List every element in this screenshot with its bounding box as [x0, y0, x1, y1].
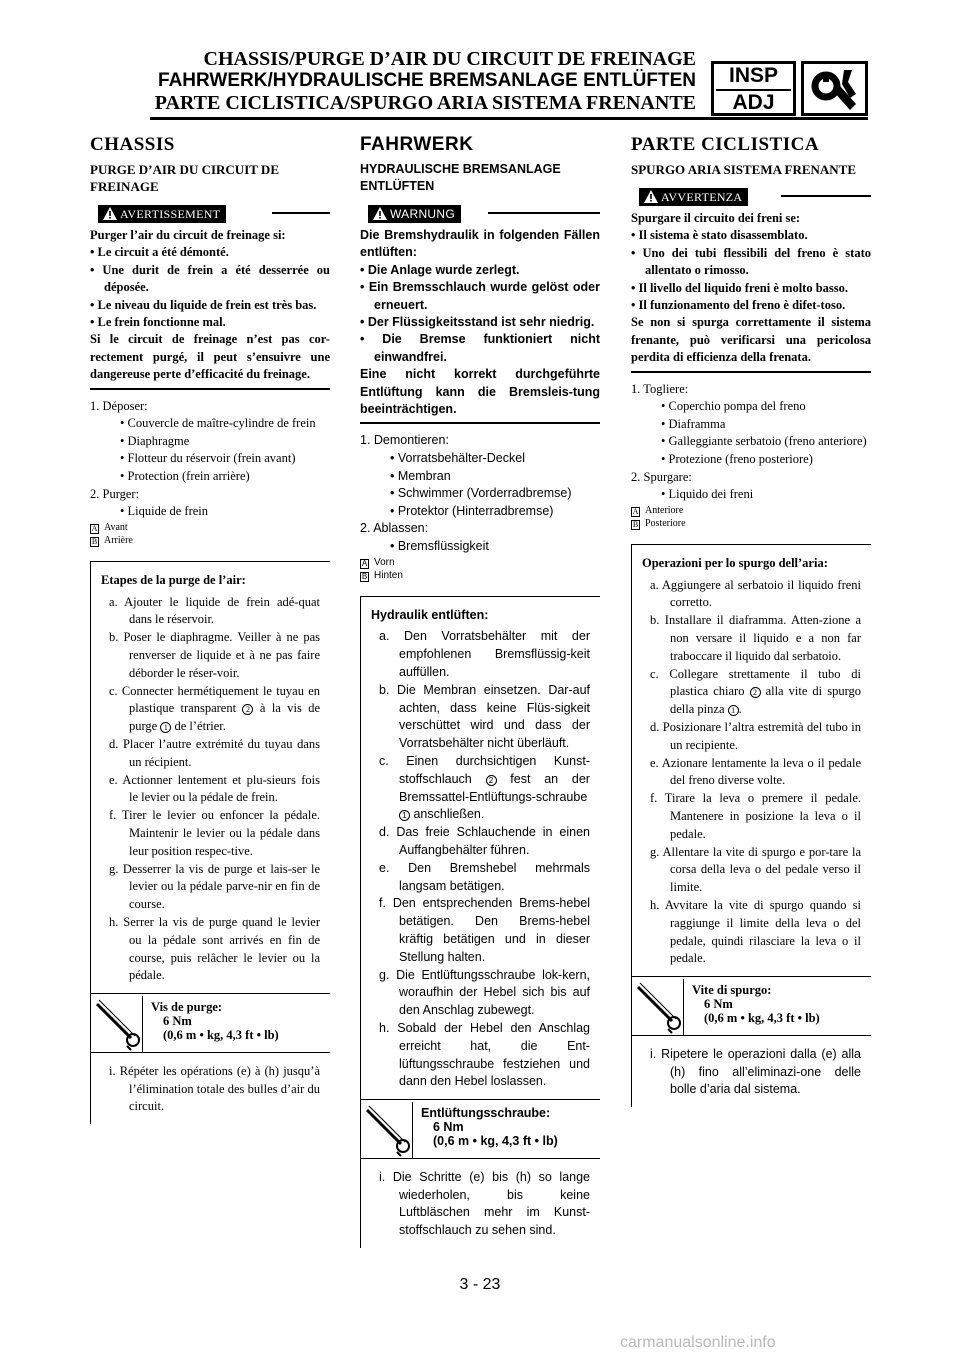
- step-item: • Vorratsbehälter-Deckel: [390, 451, 525, 466]
- box-step-g: g. Allentare la vite di spurgo e por-tare la corsa della leva o del pedale verso il limite.: [650, 844, 861, 895]
- legend-a: A Avant: [91, 521, 128, 533]
- box-step-c: c. Connecter hermétiquement le tuyau en plastique transparent 2 à la vis de purge 1 de l’étrier.: [109, 683, 321, 734]
- bleeding-procedure-box: [631, 544, 871, 1107]
- step-item: • Coperchio pompa del freno: [661, 399, 806, 414]
- warning-bullet: • Der Flüssigkeitsstand ist sehr niedrig.: [360, 315, 595, 330]
- section-subtitle: SPURGO ARIA SISTEMA FRENANTE: [631, 162, 857, 177]
- callout-1: 1: [728, 705, 739, 716]
- warning-text: [90, 227, 330, 384]
- warning-bullet: • Il sistema è stato disassemblato.: [631, 228, 808, 243]
- torque-value: 6 Nm: [433, 1120, 464, 1135]
- warning-triangle-icon: [373, 207, 387, 220]
- box-step-e: e. Actionner lentement et plu-sieurs fois le levier ou la pédale de frein.: [109, 772, 320, 805]
- torque-conversion: (0,6 m • kg, 4,3 ft • lb): [433, 1134, 558, 1149]
- header-title-it: PARTE CICLISTICA/SPURGO ARIA SISTEMA FRENANTE: [154, 92, 696, 114]
- step-item: • Liquido dei freni: [661, 487, 754, 502]
- box-final-step: [361, 1159, 600, 1247]
- callout-2: 2: [486, 775, 497, 786]
- warning-text: [360, 227, 600, 418]
- box-step-g: g. Die Entlüftungsschraube lok-kern, woraufhin der Hebel sich bis auf den Anschlag zubewegt.: [379, 967, 590, 1018]
- box-step-c: c. Einen durchsichtigen Kunst-stoffschlauch 2 fest an der Bremssattel-Entlüftungs-schraube 1 anschließen.: [379, 754, 590, 822]
- box-title: Hydraulik entlüften:: [371, 607, 489, 622]
- legend-b: B Hinten: [361, 569, 403, 581]
- legend-b: B Posteriore: [632, 517, 686, 529]
- box-step-b: b. Poser le diaphragme. Veiller à ne pas renverser de liquide et à ne pas faire déborder le réser-voir.: [109, 630, 320, 680]
- warning-triangle-icon: [644, 190, 658, 203]
- torque-label: Vite di spurgo:: [692, 983, 772, 998]
- box-step-a: a. Aggiungere al serbatoio il liquido freni corretto.: [650, 577, 861, 610]
- page-number: 3 - 23: [459, 1276, 501, 1293]
- section-subtitle: PURGE D’AIR DU CIRCUIT DE FREINAGE: [90, 162, 279, 194]
- warning-end-rule: [360, 422, 600, 424]
- legend: [360, 556, 600, 582]
- torque-wrench-icon: [91, 996, 143, 1052]
- column-german: [360, 128, 600, 1248]
- procedure-steps: [631, 381, 871, 504]
- bleeding-procedure-box: [360, 596, 600, 1248]
- warning-label: AVERTISSEMENT: [120, 207, 221, 221]
- callout-2: 2: [750, 687, 761, 698]
- box-final-step: [91, 1053, 330, 1124]
- torque-conversion: (0,6 m • kg, 4,3 ft • lb): [704, 1011, 820, 1026]
- procedure-steps: [360, 432, 600, 555]
- warning-label: AVVERTENZA: [661, 190, 743, 204]
- insp-adj-badge: [711, 61, 796, 116]
- badge-insp: INSP: [728, 64, 778, 87]
- key-a: A: [361, 558, 368, 568]
- torque-value: 6 Nm: [704, 997, 733, 1012]
- header-title-de: FAHRWERK/HYDRAULISCHE BREMSANLAGE ENTLÜFTEN: [158, 70, 696, 91]
- step-item: • Galleggiante serbatoio (freno anteriore): [661, 434, 867, 449]
- key-a: A: [91, 523, 98, 533]
- header-rule: [150, 117, 868, 120]
- column-italian: [631, 128, 871, 1107]
- box-step-d: d. Posizionare l’altra estremità del tubo in un recipiente.: [650, 719, 861, 752]
- torque-text: [151, 1000, 279, 1042]
- warning-bullet: • Il livello del liquido freni è molto basso.: [631, 280, 849, 295]
- step-item: • Protezione (freno posteriore): [661, 452, 813, 467]
- warning-rule: [272, 212, 330, 214]
- wrench-tools-icon: [801, 61, 868, 116]
- step-1: 1. Déposer:: [90, 398, 148, 413]
- step-item: • Flotteur du réservoir (frein avant): [120, 451, 296, 466]
- callout-1: 1: [399, 810, 410, 821]
- bleeding-steps: [91, 562, 330, 993]
- torque-spec: [361, 1099, 600, 1159]
- torque-value: 6 Nm: [163, 1014, 192, 1029]
- box-step-d: d. Placer l’autre extrémité du tuyau dans un récipient.: [109, 736, 320, 769]
- section-title: PARTE CICLISTICA: [631, 134, 820, 155]
- step-item: • Schwimmer (Vorderradbremse): [390, 486, 572, 501]
- callout-2: 2: [242, 704, 253, 715]
- warning-badge: [98, 205, 226, 223]
- box-step-h: h. Sobald der Hebel den Anschlag erreicht hat, die Ent-lüftungsschraube festziehen und dann den Hebel loslassen.: [379, 1020, 590, 1089]
- box-step-i: i. Ripetere le operazioni dalla (e) alla (h) fino all’eliminazi-one delle bolle d’aria dal sistema.: [650, 1047, 861, 1097]
- warning-text: [631, 210, 871, 367]
- box-step-f: f. Tirare la leva o premere il pedale. Mantenere in posizione la leva o il pedale.: [650, 791, 861, 841]
- box-step-i: i. Die Schritte (e) bis (h) so lange wiederholen, bis keine Luftbläschen mehr im Kunst-stoffschlauch zu sehen sind.: [379, 1170, 590, 1237]
- warning-bullet: • Le niveau du liquide de frein est très bas.: [90, 297, 317, 312]
- warning-end-rule: [631, 371, 871, 373]
- step-2: 2. Ablassen:: [360, 521, 429, 536]
- step-item: • Membran: [390, 468, 451, 483]
- box-step-d: d. Das freie Schlauchende in einen Auffangbehälter führen.: [379, 825, 590, 857]
- key-a: A: [632, 506, 639, 516]
- warning-consequence: Se non si spurga correttamente il sistema frenante, può verificarsi una pericolosa perdita di efficienza della frenata.: [631, 315, 871, 365]
- key-b: B: [91, 536, 98, 546]
- warning-intro: Spurgare il circuito dei freni se:: [631, 211, 801, 225]
- warning-header: [631, 186, 871, 208]
- step-item: • Liquide de frein: [120, 504, 209, 519]
- box-step-a: a. Den Vorratsbehälter mit der empfohlenen Bremsflüssig-keit auffüllen.: [379, 629, 590, 680]
- warning-bullet: • Le circuit a été démonté.: [90, 245, 229, 260]
- box-step-c: c. Collegare strettamente il tubo di plastica chiaro 2 alla vite di spurgo della pinza 1 .: [650, 666, 862, 717]
- torque-label: Vis de purge:: [151, 1000, 223, 1015]
- step-item: • Protektor (Hinterradbremse): [390, 503, 554, 518]
- box-step-h: h. Avvitare la vite di spurgo quando si raggiunge il limite della leva o del pedale, quindi rilasciare la leva o il pedale.: [650, 897, 861, 966]
- key-b: B: [361, 571, 368, 581]
- box-step-b: b. Installare il diaframma. Atten-zione a non versare il liquido e a non far traboccare il liquido dal serbatoio.: [650, 613, 861, 663]
- procedure-steps: [90, 398, 330, 521]
- torque-wrench-icon: [361, 1102, 413, 1158]
- column-french: [90, 128, 330, 1124]
- watermark: carmanualsonline.info: [620, 1334, 776, 1351]
- step-item: • Bremsflüssigkeit: [390, 539, 489, 554]
- torque-conversion: (0,6 m • kg, 4,3 ft • lb): [163, 1028, 279, 1043]
- legend-a: A Anteriore: [632, 504, 684, 516]
- header-title-fr: CHASSIS/PURGE D’AIR DU CIRCUIT DE FREINAGE: [203, 48, 696, 70]
- torque-spec: [632, 976, 871, 1036]
- box-step-g: g. Desserrer la vis de purge et lais-ser le levier ou la pédale parve-nir en fin de course.: [109, 861, 320, 912]
- torque-spec: [91, 993, 330, 1053]
- badge-adj: ADJ: [732, 91, 775, 114]
- box-step-h: h. Serrer la vis de purge quand le levier ou la pédale sont arrivés en fin de course, puis relâcher le levier ou la pédale.: [109, 914, 320, 983]
- step-item: • Diaframma: [661, 416, 726, 431]
- warning-bullet: • Ein Bremsschlauch wurde gelöst oder erneuert.: [360, 280, 600, 312]
- bleeding-procedure-box: [90, 561, 330, 1124]
- warning-bullet: • Uno dei tubi flessibili del freno è stato allentato o rimosso.: [631, 245, 871, 278]
- warning-header: [90, 203, 330, 225]
- legend: [90, 521, 330, 547]
- box-step-f: f. Den entsprechenden Brems-hebel betätigen. Den Brems-hebel kräftig betätigen und in dieser Stellung halten.: [379, 896, 590, 964]
- torque-text: [421, 1106, 558, 1148]
- warning-consequence: Si le circuit de freinage n’est pas cor-rectement purgé, il peut s’ensuivre une dangereuse perte d’efficacité du freinage.: [90, 332, 330, 382]
- warning-end-rule: [90, 388, 330, 390]
- box-step-f: f. Tirer le levier ou enfoncer la pédale. Maintenir le levier ou la pédale dans leur position respec-tive.: [109, 808, 320, 858]
- box-title: Operazioni per lo spurgo dell’aria:: [642, 555, 828, 570]
- box-final-step: [632, 1036, 871, 1107]
- bleeding-steps: [632, 545, 871, 976]
- legend-b: B Arrière: [91, 534, 133, 546]
- warning-rule: [488, 212, 600, 214]
- step-2: 2. Purger:: [90, 486, 140, 501]
- section-title: FAHRWERK: [360, 134, 474, 155]
- warning-consequence: Eine nicht korrekt durchgeführte Entlüftung kann die Bremsleis-tung beeinträchtigen.: [360, 367, 600, 417]
- torque-wrench-icon: [632, 979, 684, 1035]
- warning-bullet: • Die Anlage wurde zerlegt.: [360, 262, 520, 277]
- torque-label: Entlüftungsschraube:: [421, 1106, 551, 1121]
- warning-label: WARNUNG: [390, 207, 455, 221]
- bleeding-steps: [361, 597, 600, 1100]
- warning-badge: [368, 205, 461, 223]
- step-item: • Diaphragme: [120, 433, 190, 448]
- box-step-b: b. Die Membran einsetzen. Dar-auf achten, dass keine Flüs-sigkeit verschüttet wird und dass der Vorratsbehälter nicht überläuft.: [379, 682, 590, 751]
- callout-1: 1: [160, 722, 171, 733]
- section-title: CHASSIS: [90, 134, 175, 155]
- warning-intro: Purger l’air du circuit de freinage si:: [90, 228, 286, 242]
- box-step-e: e. Den Bremshebel mehrmals langsam betätigen.: [379, 860, 590, 893]
- legend: [631, 504, 871, 530]
- warning-triangle-icon: [103, 207, 117, 220]
- section-subtitle: HYDRAULISCHE BREMSANLAGE ENTLÜFTEN: [360, 162, 561, 193]
- warning-header: [360, 203, 600, 225]
- warning-bullet: • Die Bremse funktioniert nicht einwandfrei.: [360, 332, 600, 364]
- key-b: B: [632, 519, 639, 529]
- warning-bullet: • Le frein fonctionne mal.: [90, 315, 226, 330]
- warning-badge: [639, 188, 748, 206]
- warning-bullet: • Une durit de frein a été desserrée ou déposée.: [90, 262, 330, 295]
- box-title: Etapes de la purge de l’air:: [101, 572, 246, 587]
- box-step-i: i. Répéter les opérations (e) à (h) jusqu’à l’élimination totale des bulles d’air du circuit.: [109, 1064, 320, 1114]
- step-1: 1. Demontieren:: [360, 433, 449, 448]
- warning-intro: Die Bremshydraulik in folgenden Fällen entlüften:: [360, 228, 600, 260]
- step-2: 2. Spurgare:: [631, 469, 692, 484]
- step-item: • Couvercle de maître-cylindre de frein: [120, 416, 316, 431]
- warning-rule: [781, 195, 871, 197]
- box-step-e: e. Azionare lentamente la leva o il pedale del freno diverse volte.: [650, 755, 861, 788]
- step-item: • Protection (frein arrière): [120, 469, 250, 484]
- box-step-a: a. Ajouter le liquide de frein adé-quat dans le réservoir.: [109, 594, 320, 627]
- torque-text: [692, 983, 820, 1025]
- legend-a: A Vorn: [361, 556, 395, 568]
- warning-bullet: • Il funzionamento del freno è difet-toso.: [631, 298, 846, 313]
- page-header: [150, 48, 696, 116]
- step-1: 1. Togliere:: [631, 381, 689, 396]
